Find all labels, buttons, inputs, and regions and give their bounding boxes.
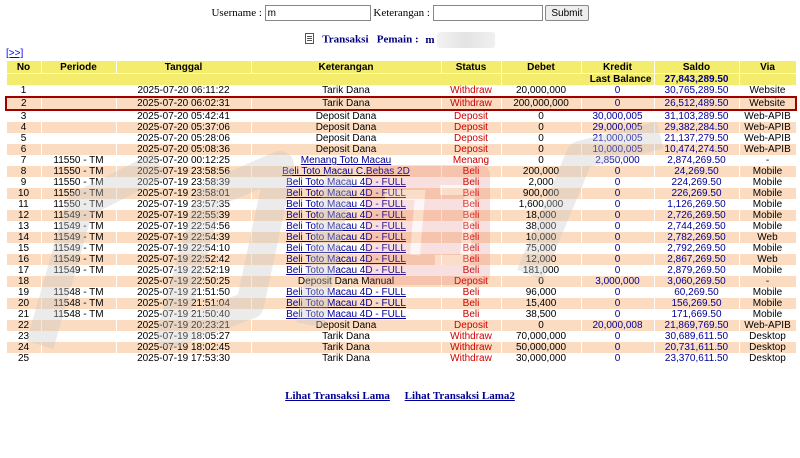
table-row <box>6 166 796 177</box>
row-via: Website <box>739 85 796 97</box>
column-header: No <box>6 61 41 74</box>
row-tanggal: 2025-07-20 05:42:41 <box>116 110 251 122</box>
row-kredit: 0 <box>581 342 654 353</box>
row-debet: 1,600,000 <box>501 199 581 210</box>
row-number: 11 <box>6 199 41 210</box>
row-via: Mobile <box>739 309 796 320</box>
row-periode: 11550 - TM <box>41 177 116 188</box>
row-periode: 11549 - TM <box>41 254 116 265</box>
row-saldo: 2,879,269.50 <box>654 265 739 276</box>
row-saldo: 21,137,279.50 <box>654 133 739 144</box>
row-status: Beli <box>441 177 501 188</box>
row-kredit: 10,000,005 <box>581 144 654 155</box>
keterangan-link[interactable]: Beli Toto Macau 4D - FULL <box>286 177 406 188</box>
username-input[interactable] <box>265 5 371 21</box>
old-transactions-link[interactable]: Lihat Transaksi Lama <box>285 390 390 402</box>
keterangan-link[interactable]: Beli Toto Macau 4D - FULL <box>286 232 406 243</box>
row-debet: 0 <box>501 110 581 122</box>
row-keterangan <box>251 199 441 210</box>
row-status: Menang <box>441 155 501 166</box>
row-tanggal: 2025-07-19 22:54:10 <box>116 243 251 254</box>
row-saldo: 21,869,769.50 <box>654 320 739 331</box>
row-via: Mobile <box>739 243 796 254</box>
row-keterangan <box>251 243 441 254</box>
row-saldo: 10,474,274.50 <box>654 144 739 155</box>
row-debet: 0 <box>501 155 581 166</box>
row-status: Deposit <box>441 276 501 287</box>
column-header: Tanggal <box>116 61 251 74</box>
row-tanggal: 2025-07-19 22:55:39 <box>116 210 251 221</box>
row-number: 16 <box>6 254 41 265</box>
row-debet: 30,000,000 <box>501 353 581 364</box>
column-header: Saldo <box>654 61 739 74</box>
row-kredit: 0 <box>581 177 654 188</box>
row-periode: 11549 - TM <box>41 232 116 243</box>
transaksi-title: Transaksi <box>322 33 369 46</box>
table-row <box>6 188 796 199</box>
keterangan-link[interactable]: Beli Toto Macau C.Bebas 2D <box>282 166 410 177</box>
row-kredit: 0 <box>581 166 654 177</box>
keterangan-link[interactable]: Beli Toto Macau 4D - FULL <box>286 309 406 320</box>
row-debet: 20,000,000 <box>501 85 581 97</box>
row-kredit: 0 <box>581 353 654 364</box>
row-via: Web-APIB <box>739 133 796 144</box>
row-debet: 181,000 <box>501 265 581 276</box>
row-number: 5 <box>6 133 41 144</box>
row-kredit: 0 <box>581 232 654 243</box>
row-kredit: 0 <box>581 331 654 342</box>
table-row <box>6 210 796 221</box>
row-saldo: 226,269.50 <box>654 188 739 199</box>
row-keterangan <box>251 232 441 243</box>
keterangan-link[interactable]: Beli Toto Macau 4D - FULL <box>286 265 406 276</box>
row-keterangan <box>251 221 441 232</box>
row-keterangan <box>251 177 441 188</box>
row-debet: 50,000,000 <box>501 342 581 353</box>
row-via: Web-APIB <box>739 320 796 331</box>
row-keterangan: Deposit Dana <box>251 122 441 133</box>
row-number: 1 <box>6 85 41 97</box>
row-keterangan: Deposit Dana <box>251 144 441 155</box>
row-periode: 11549 - TM <box>41 210 116 221</box>
keterangan-input[interactable] <box>433 5 543 21</box>
row-periode: 11550 - TM <box>41 155 116 166</box>
row-saldo: 2,726,269.50 <box>654 210 739 221</box>
row-keterangan <box>251 287 441 298</box>
row-status: Withdraw <box>441 331 501 342</box>
row-kredit: 0 <box>581 85 654 97</box>
row-via: Mobile <box>739 287 796 298</box>
row-via: Web-APIB <box>739 122 796 133</box>
row-status: Beli <box>441 298 501 309</box>
row-status: Withdraw <box>441 97 501 110</box>
table-row <box>6 110 796 122</box>
row-periode <box>41 353 116 364</box>
next-page-link[interactable]: [>>] <box>6 48 24 59</box>
row-debet: 10,000 <box>501 232 581 243</box>
row-kredit: 0 <box>581 287 654 298</box>
row-number: 3 <box>6 110 41 122</box>
row-saldo: 30,689,611.50 <box>654 331 739 342</box>
row-via: - <box>739 155 796 166</box>
row-kredit: 0 <box>581 210 654 221</box>
row-periode <box>41 85 116 97</box>
row-debet: 0 <box>501 276 581 287</box>
row-tanggal: 2025-07-19 22:52:42 <box>116 254 251 265</box>
row-kredit: 3,000,000 <box>581 276 654 287</box>
row-via: Web <box>739 232 796 243</box>
row-tanggal: 2025-07-19 21:51:04 <box>116 298 251 309</box>
row-tanggal: 2025-07-20 05:08:36 <box>116 144 251 155</box>
row-status: Deposit <box>441 110 501 122</box>
row-keterangan: Tarik Dana <box>251 97 441 110</box>
document-icon <box>305 33 314 44</box>
row-status: Beli <box>441 243 501 254</box>
row-via: Mobile <box>739 265 796 276</box>
row-via: Desktop <box>739 331 796 342</box>
row-status: Beli <box>441 221 501 232</box>
row-tanggal: 2025-07-19 23:57:35 <box>116 199 251 210</box>
row-status: Beli <box>441 309 501 320</box>
row-via: Mobile <box>739 177 796 188</box>
row-status: Deposit <box>441 320 501 331</box>
row-status: Beli <box>441 232 501 243</box>
table-row <box>6 309 796 320</box>
table-row <box>6 287 796 298</box>
row-tanggal: 2025-07-19 23:58:56 <box>116 166 251 177</box>
row-kredit: 0 <box>581 309 654 320</box>
table-row <box>6 199 796 210</box>
row-via: Mobile <box>739 199 796 210</box>
row-kredit: 2,850,000 <box>581 155 654 166</box>
table-row <box>6 353 796 364</box>
row-number: 21 <box>6 309 41 320</box>
row-number: 8 <box>6 166 41 177</box>
row-periode: 11548 - TM <box>41 287 116 298</box>
row-periode <box>41 342 116 353</box>
row-saldo: 224,269.50 <box>654 177 739 188</box>
row-tanggal: 2025-07-19 23:58:01 <box>116 188 251 199</box>
username-label: Username : <box>211 7 262 19</box>
redacted-name <box>437 32 495 48</box>
row-number: 4 <box>6 122 41 133</box>
keterangan-link[interactable]: Beli Toto Macau 4D - FULL <box>286 298 406 309</box>
row-number: 23 <box>6 331 41 342</box>
table-row <box>6 85 796 97</box>
row-periode <box>41 133 116 144</box>
row-status: Beli <box>441 254 501 265</box>
row-periode <box>41 144 116 155</box>
table-row <box>6 177 796 188</box>
row-keterangan: Tarik Dana <box>251 342 441 353</box>
row-keterangan: Deposit Dana <box>251 320 441 331</box>
filter-bar <box>0 5 800 21</box>
row-kredit: 0 <box>581 298 654 309</box>
row-number: 25 <box>6 353 41 364</box>
row-periode: 11549 - TM <box>41 221 116 232</box>
row-periode <box>41 122 116 133</box>
row-debet: 38,500 <box>501 309 581 320</box>
row-via: Mobile <box>739 166 796 177</box>
row-saldo: 29,382,284.50 <box>654 122 739 133</box>
row-periode: 11548 - TM <box>41 309 116 320</box>
row-periode <box>41 110 116 122</box>
column-header: Debet <box>501 61 581 74</box>
row-keterangan <box>251 254 441 265</box>
row-debet: 12,000 <box>501 254 581 265</box>
row-number: 18 <box>6 276 41 287</box>
row-number: 9 <box>6 177 41 188</box>
row-periode: 11550 - TM <box>41 199 116 210</box>
row-saldo: 2,874,269.50 <box>654 155 739 166</box>
row-debet: 200,000 <box>501 166 581 177</box>
row-tanggal: 2025-07-19 17:53:30 <box>116 353 251 364</box>
table-row <box>6 331 796 342</box>
row-number: 12 <box>6 210 41 221</box>
row-status: Beli <box>441 265 501 276</box>
column-header: Via <box>739 61 796 74</box>
pemain-label: Pemain : <box>376 33 419 46</box>
row-number: 17 <box>6 265 41 276</box>
table-row <box>6 133 796 144</box>
last-balance-row <box>6 74 796 86</box>
row-status: Withdraw <box>441 85 501 97</box>
row-status: Beli <box>441 210 501 221</box>
row-status: Beli <box>441 199 501 210</box>
row-via: Desktop <box>739 342 796 353</box>
row-via: Website <box>739 97 796 110</box>
last-balance-label: Last Balance <box>501 74 654 86</box>
row-periode <box>41 331 116 342</box>
row-saldo: 3,060,269.50 <box>654 276 739 287</box>
row-keterangan <box>251 188 441 199</box>
row-saldo: 60,269.50 <box>654 287 739 298</box>
table-row <box>6 254 796 265</box>
row-via: Web <box>739 254 796 265</box>
row-keterangan <box>251 298 441 309</box>
table-row <box>6 221 796 232</box>
row-via: Web-APIB <box>739 144 796 155</box>
row-debet: 15,400 <box>501 298 581 309</box>
row-kredit: 0 <box>581 221 654 232</box>
row-tanggal: 2025-07-20 06:02:31 <box>116 97 251 110</box>
keterangan-link[interactable]: Beli Toto Macau 4D - FULL <box>286 287 406 298</box>
row-periode: 11550 - TM <box>41 188 116 199</box>
row-debet: 38,000 <box>501 221 581 232</box>
row-status: Deposit <box>441 144 501 155</box>
row-kredit: 0 <box>581 97 654 110</box>
row-periode: 11550 - TM <box>41 166 116 177</box>
row-via: Web-APIB <box>739 110 796 122</box>
row-tanggal: 2025-07-19 22:54:39 <box>116 232 251 243</box>
table-row <box>6 276 796 287</box>
table-row <box>6 144 796 155</box>
row-periode: 11549 - TM <box>41 243 116 254</box>
row-kredit: 0 <box>581 199 654 210</box>
row-debet: 75,000 <box>501 243 581 254</box>
keterangan-link[interactable]: Beli Toto Macau 4D - FULL <box>286 210 406 221</box>
row-kredit: 21,000,005 <box>581 133 654 144</box>
row-status: Beli <box>441 166 501 177</box>
row-status: Deposit <box>441 122 501 133</box>
table-row <box>6 97 796 110</box>
row-debet: 900,000 <box>501 188 581 199</box>
row-debet: 0 <box>501 122 581 133</box>
row-via: Desktop <box>739 353 796 364</box>
column-header: Kredit <box>581 61 654 74</box>
row-via: Mobile <box>739 298 796 309</box>
row-status: Deposit <box>441 133 501 144</box>
row-status: Withdraw <box>441 353 501 364</box>
row-tanggal: 2025-07-19 18:05:27 <box>116 331 251 342</box>
row-debet: 0 <box>501 320 581 331</box>
submit-button[interactable]: Submit <box>545 5 588 21</box>
row-saldo: 2,744,269.50 <box>654 221 739 232</box>
row-keterangan: Deposit Dana <box>251 133 441 144</box>
table-row <box>6 298 796 309</box>
row-tanggal: 2025-07-19 23:58:39 <box>116 177 251 188</box>
table-row <box>6 232 796 243</box>
table-header-row <box>6 61 796 74</box>
row-periode <box>41 320 116 331</box>
last-balance-value: 27,843,289.50 <box>654 74 739 86</box>
row-number: 22 <box>6 320 41 331</box>
row-kredit: 0 <box>581 188 654 199</box>
row-tanggal: 2025-07-19 21:51:50 <box>116 287 251 298</box>
row-debet: 18,000 <box>501 210 581 221</box>
row-via: Mobile <box>739 210 796 221</box>
row-tanggal: 2025-07-20 06:11:22 <box>116 85 251 97</box>
pemain-name: m <box>425 33 435 46</box>
keterangan-link[interactable]: Beli Toto Macau 4D - FULL <box>286 254 406 265</box>
column-header: Keterangan <box>251 61 441 74</box>
table-row <box>6 342 796 353</box>
keterangan-link[interactable]: Beli Toto Macau 4D - FULL <box>286 243 406 254</box>
row-number: 7 <box>6 155 41 166</box>
row-kredit: 20,000,008 <box>581 320 654 331</box>
keterangan-link[interactable]: Beli Toto Macau 4D - FULL <box>286 199 406 210</box>
keterangan-link[interactable]: Beli Toto Macau 4D - FULL <box>286 221 406 232</box>
row-number: 19 <box>6 287 41 298</box>
row-debet: 96,000 <box>501 287 581 298</box>
row-keterangan: Deposit Dana Manual <box>251 276 441 287</box>
row-keterangan: Deposit Dana <box>251 110 441 122</box>
row-tanggal: 2025-07-19 18:02:45 <box>116 342 251 353</box>
row-debet: 2,000 <box>501 177 581 188</box>
row-tanggal: 2025-07-19 22:54:56 <box>116 221 251 232</box>
row-tanggal: 2025-07-20 00:12:25 <box>116 155 251 166</box>
row-number: 20 <box>6 298 41 309</box>
row-via: Mobile <box>739 188 796 199</box>
row-saldo: 2,792,269.50 <box>654 243 739 254</box>
row-kredit: 29,000,005 <box>581 122 654 133</box>
table-row <box>6 265 796 276</box>
row-saldo: 2,867,269.50 <box>654 254 739 265</box>
row-saldo: 156,269.50 <box>654 298 739 309</box>
table-row <box>6 243 796 254</box>
row-number: 13 <box>6 221 41 232</box>
row-keterangan: Tarik Dana <box>251 353 441 364</box>
row-keterangan: Tarik Dana <box>251 85 441 97</box>
row-saldo: 26,512,489.50 <box>654 97 739 110</box>
row-debet: 0 <box>501 144 581 155</box>
row-tanggal: 2025-07-19 21:50:40 <box>116 309 251 320</box>
row-saldo: 2,782,269.50 <box>654 232 739 243</box>
keterangan-link[interactable]: Beli Toto Macau 4D - FULL <box>286 188 406 199</box>
row-keterangan <box>251 309 441 320</box>
row-saldo: 171,669.50 <box>654 309 739 320</box>
column-header: Periode <box>41 61 116 74</box>
column-header: Status <box>441 61 501 74</box>
row-number: 2 <box>6 97 41 110</box>
row-keterangan <box>251 166 441 177</box>
row-periode: 11549 - TM <box>41 265 116 276</box>
row-periode <box>41 276 116 287</box>
table-row <box>6 122 796 133</box>
row-status: Beli <box>441 188 501 199</box>
row-periode: 11548 - TM <box>41 298 116 309</box>
row-keterangan <box>251 155 441 166</box>
row-number: 15 <box>6 243 41 254</box>
row-debet: 200,000,000 <box>501 97 581 110</box>
footer-links <box>0 390 800 402</box>
row-saldo: 31,103,289.50 <box>654 110 739 122</box>
row-keterangan <box>251 265 441 276</box>
row-saldo: 23,370,611.50 <box>654 353 739 364</box>
row-debet: 0 <box>501 133 581 144</box>
row-tanggal: 2025-07-20 05:28:06 <box>116 133 251 144</box>
row-via: - <box>739 276 796 287</box>
keterangan-label: Keterangan : <box>373 7 430 19</box>
row-status: Withdraw <box>441 342 501 353</box>
row-number: 6 <box>6 144 41 155</box>
row-saldo: 30,765,289.50 <box>654 85 739 97</box>
row-periode <box>41 97 116 110</box>
table-row <box>6 320 796 331</box>
keterangan-link[interactable]: Menang Toto Macau <box>300 155 392 166</box>
row-number: 10 <box>6 188 41 199</box>
row-tanggal: 2025-07-19 20:23:21 <box>116 320 251 331</box>
row-number: 24 <box>6 342 41 353</box>
page-title <box>0 32 800 48</box>
row-keterangan: Tarik Dana <box>251 331 441 342</box>
row-keterangan <box>251 210 441 221</box>
row-saldo: 1,126,269.50 <box>654 199 739 210</box>
row-kredit: 30,000,005 <box>581 110 654 122</box>
row-tanggal: 2025-07-20 05:37:06 <box>116 122 251 133</box>
row-tanggal: 2025-07-19 22:52:19 <box>116 265 251 276</box>
table-row <box>6 155 796 166</box>
old-transactions-link-2[interactable]: Lihat Transaksi Lama2 <box>404 390 515 402</box>
transaction-table <box>5 60 797 364</box>
row-tanggal: 2025-07-19 22:50:25 <box>116 276 251 287</box>
row-kredit: 0 <box>581 254 654 265</box>
row-kredit: 0 <box>581 243 654 254</box>
row-saldo: 20,731,611.50 <box>654 342 739 353</box>
row-via: Mobile <box>739 221 796 232</box>
row-debet: 70,000,000 <box>501 331 581 342</box>
row-number: 14 <box>6 232 41 243</box>
row-kredit: 0 <box>581 265 654 276</box>
row-saldo: 24,269.50 <box>654 166 739 177</box>
row-status: Beli <box>441 287 501 298</box>
